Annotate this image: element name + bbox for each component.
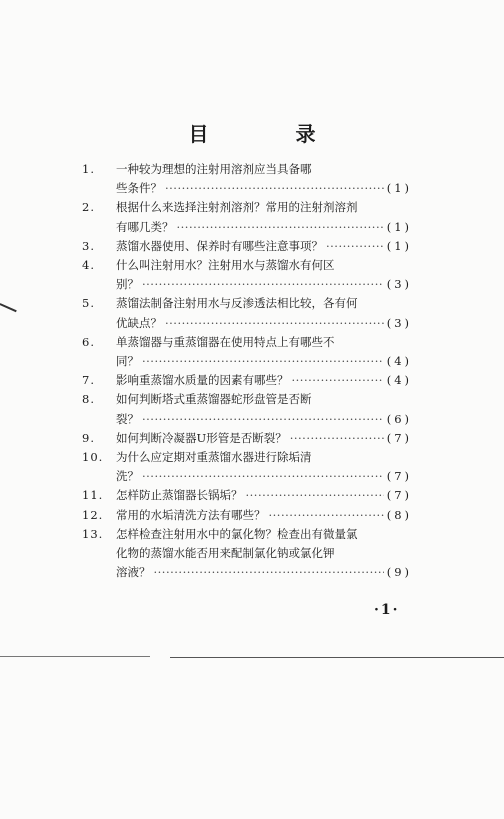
toc-entry-text: 蒸馏法制备注射用水与反渗透法相比较，各有何 — [116, 296, 358, 311]
toc-entry-text: 如何判断冷凝器U形管是否断裂？ — [116, 430, 287, 445]
toc-entry — [82, 390, 412, 428]
dot-leader — [142, 467, 384, 486]
dot-leader — [290, 429, 384, 448]
toc-entry-text: 单蒸馏器与重蒸馏器在使用特点上有哪些不 — [116, 334, 335, 349]
toc-entry-text: 怎样防止蒸馏器长锅垢？ — [116, 488, 243, 503]
toc-entry-page: (1) — [386, 181, 412, 196]
toc-entry-text: 些条件？ — [116, 181, 162, 196]
toc-entry-text: 为什么应定期对重蒸馏水器进行除垢清 — [116, 450, 312, 465]
toc-entry-text: 一种较为理想的注射用溶剂应当具备哪 — [116, 162, 312, 176]
toc-entry-line — [82, 237, 412, 256]
page-number: ·1· — [374, 602, 400, 618]
dot-leader — [142, 410, 384, 429]
dot-leader — [246, 486, 384, 505]
toc-entry-line — [82, 218, 412, 237]
toc-entry-number: 10. — [82, 450, 104, 465]
toc-entry-line — [82, 275, 412, 294]
dot-leader — [154, 563, 384, 582]
toc-entry-line — [82, 371, 412, 390]
toc-entry-text: 根据什么来选择注射剂溶剂？常用的注射剂溶剂 — [116, 200, 358, 215]
toc-entry-line — [82, 294, 412, 313]
toc-entry-text: 溶液？ — [116, 565, 151, 580]
toc-entry-line — [82, 314, 412, 333]
table-of-contents — [82, 160, 412, 582]
toc-entry-text: 影响重蒸馏水质量的因素有哪些？ — [116, 373, 289, 388]
toc-entry-line — [82, 429, 412, 448]
toc-entry-number: 1. — [82, 162, 95, 176]
bottom-rule-right — [170, 657, 504, 658]
toc-entry-line — [82, 160, 412, 179]
toc-entry-page: (3) — [386, 277, 412, 292]
toc-entry-number: 11. — [82, 488, 104, 503]
toc-entry-text: 怎样检查注射用水中的氯化物？检查出有微量氯 — [116, 526, 358, 541]
toc-entry-line — [82, 525, 412, 544]
toc-entry-line — [82, 486, 412, 505]
toc-entry-number: 7. — [82, 373, 95, 388]
dot-leader — [269, 506, 384, 525]
toc-entry-text: 同？ — [116, 354, 139, 369]
page-title: 目 录 — [188, 122, 356, 146]
toc-entry-page: (7) — [386, 488, 412, 503]
toc-entry-line — [82, 179, 412, 198]
toc-entry-page: (3) — [386, 315, 412, 330]
dot-leader — [142, 352, 384, 371]
toc-entry — [82, 256, 412, 294]
toc-entry-text: 什么叫注射用水？注射用水与蒸馏水有何区 — [116, 258, 335, 273]
toc-entry-line — [82, 390, 412, 409]
toc-entry — [82, 429, 412, 448]
toc-entry-number: 2. — [82, 200, 95, 215]
toc-entry-page: (7) — [386, 469, 412, 484]
dot-leader — [165, 314, 384, 333]
toc-entry-line — [82, 467, 412, 486]
toc-entry-line — [82, 333, 412, 352]
toc-entry-page: (9) — [386, 565, 412, 580]
dot-leader — [142, 275, 384, 294]
toc-entry-text: 裂？ — [116, 411, 139, 426]
toc-entry-text: 如何判断塔式重蒸馏器蛇形盘管是否断 — [116, 392, 312, 407]
toc-entry-number: 5. — [82, 296, 95, 311]
toc-entry-number: 4. — [82, 258, 95, 273]
toc-entry — [82, 448, 412, 486]
toc-entry — [82, 237, 412, 256]
toc-entry-number: 8. — [82, 392, 95, 407]
toc-entry-line — [82, 448, 412, 467]
toc-entry-line — [82, 544, 412, 563]
toc-entry — [82, 525, 412, 583]
toc-entry-page: (8) — [386, 507, 412, 522]
toc-entry-page: (1) — [386, 238, 412, 253]
toc-entry-text: 别？ — [116, 277, 139, 292]
toc-entry-number: 9. — [82, 430, 95, 445]
toc-entry-line — [82, 506, 412, 525]
toc-entry-line — [82, 410, 412, 429]
toc-entry — [82, 371, 412, 390]
toc-entry — [82, 506, 412, 525]
dot-leader — [177, 218, 384, 237]
toc-entry-page: (7) — [386, 430, 412, 445]
toc-entry-page: (4) — [386, 354, 412, 369]
toc-entry-text: 常用的水垢清洗方法有哪些？ — [116, 507, 266, 522]
toc-entry-text: 有哪几类？ — [116, 219, 174, 234]
toc-entry-number: 6. — [82, 334, 95, 349]
toc-entry-page: (6) — [386, 411, 412, 426]
toc-entry-number: 12. — [82, 507, 104, 522]
toc-entry-number: 13. — [82, 526, 104, 541]
margin-mark — [0, 303, 17, 312]
toc-entry-text: 蒸馏水器使用、保养时有哪些注意事项？ — [116, 238, 323, 253]
toc-entry-line — [82, 198, 412, 217]
toc-entry-number: 3. — [82, 238, 95, 253]
toc-entry-page: (1) — [386, 219, 412, 234]
toc-entry — [82, 198, 412, 236]
toc-entry-page: (4) — [386, 373, 412, 388]
dot-leader — [165, 179, 384, 198]
toc-entry — [82, 333, 412, 371]
dot-leader — [292, 371, 384, 390]
toc-entry-text: 优缺点？ — [116, 315, 162, 330]
toc-entry-text: 洗？ — [116, 469, 139, 484]
toc-entry-line — [82, 352, 412, 371]
toc-entry — [82, 486, 412, 505]
toc-entry — [82, 160, 412, 198]
dot-leader — [326, 237, 384, 256]
toc-entry-line — [82, 256, 412, 275]
bottom-rule-left — [0, 656, 150, 657]
toc-entry-line — [82, 563, 412, 582]
toc-entry — [82, 294, 412, 332]
toc-entry-text: 化物的蒸馏水能否用来配制氯化钠或氯化钾 — [116, 546, 335, 561]
